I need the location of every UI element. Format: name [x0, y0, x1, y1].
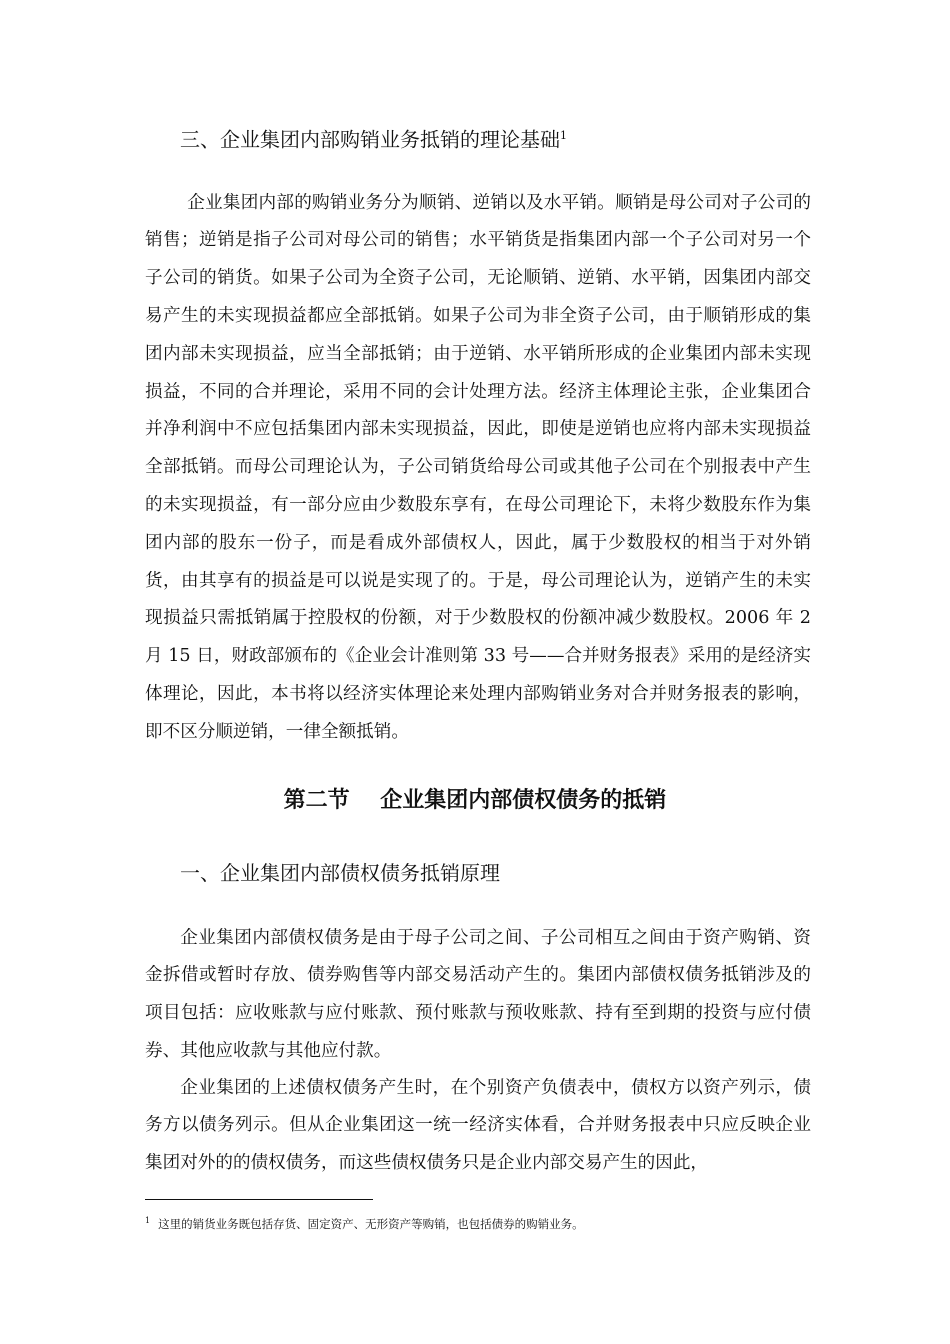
section-title: 第二节 企业集团内部债权债务的抵销: [283, 788, 667, 813]
paragraph-debt-elimination-reason: 企业集团的上述债权债务产生时，在个别资产负债表中，债权方以资产列示，债务方以债务列示。但从企业集团这一统一经济实体看，合并财务报表中只应反映企业集团对外的的债权债务，而这些债权债务只是企业内部交易产生的因此，: [145, 1077, 811, 1174]
footnote-reference: 1: [560, 129, 567, 142]
paragraph-debt-elimination-items: 企业集团内部债权债务是由于母子公司之间、子公司相互之间由于资产购销、资金拆借或暂时存放、债券购售等内部交易活动产生的。集团内部债权债务抵销涉及的项目包括：应收账款与应付账款、预付账款与预收账款、持有至到期的投资与应付债券、其他应收款与其他应付款。: [145, 927, 811, 1061]
subsection-heading-1: 一、企业集团内部债权债务抵销原理: [180, 861, 500, 885]
footnote-divider: [145, 1199, 373, 1200]
footnote-text: 这里的销货业务既包括存货、固定资产、无形资产等购销，也包括债券的购销业务。: [158, 1216, 584, 1231]
footnote-marker: 1: [145, 1216, 151, 1225]
subsection-heading-3-text: 三、企业集团内部购销业务抵销的理论基础: [180, 127, 560, 152]
footnote: [145, 1212, 584, 1233]
subsection-heading-3: [180, 120, 567, 156]
paragraph-sales-elimination-theory: 企业集团内部的购销业务分为顺销、逆销以及水平销。顺销是母公司对子公司的销售；逆销是指子公司对母公司的销售；水平销货是指集团内部一个子公司对另一个子公司的销货。如果子公司为全资子公司，无论顺销、逆销、水平销，因集团内部交易产生的未实现损益都应全部抵销。如果子公司为非全资子公司，由于顺销形成的集团内部未实现损益，应当全部抵销；由于逆销、水平销所形成的企业集团内部未实现损益，不同的合并理论，采用不同的会计处理方法。经济主体理论主张，企业集团合并净利润中不应包括集团内部未实现损益，因此，即使是逆销也应将内部未实现损益全部抵销。而母公司理论认为，子公司销货给母公司或其他子公司在个别报表中产生的未实现损益，有一部分应由少数股东享有，在母公司理论下，未将少数股东作为集团内部的股东一份子，而是看成外部债权人，因此，属于少数股权的相当于对外销货，由其享有的损益是可以说是实现了的。于是，母公司理论认为，逆销产生的未实现损益只需抵销属于控股权的份额，对于少数股权的份额冲减少数股权。2006 年 2 月 15 日，财政部颁布的《企业会计准则第 33 号——合并财务报表》采用的是经济实体理论，因此，本书将以经济实体理论来处理内部购销业务对合并财务报表的影响，即不区分顺逆销，一律全额抵销。: [145, 192, 811, 742]
